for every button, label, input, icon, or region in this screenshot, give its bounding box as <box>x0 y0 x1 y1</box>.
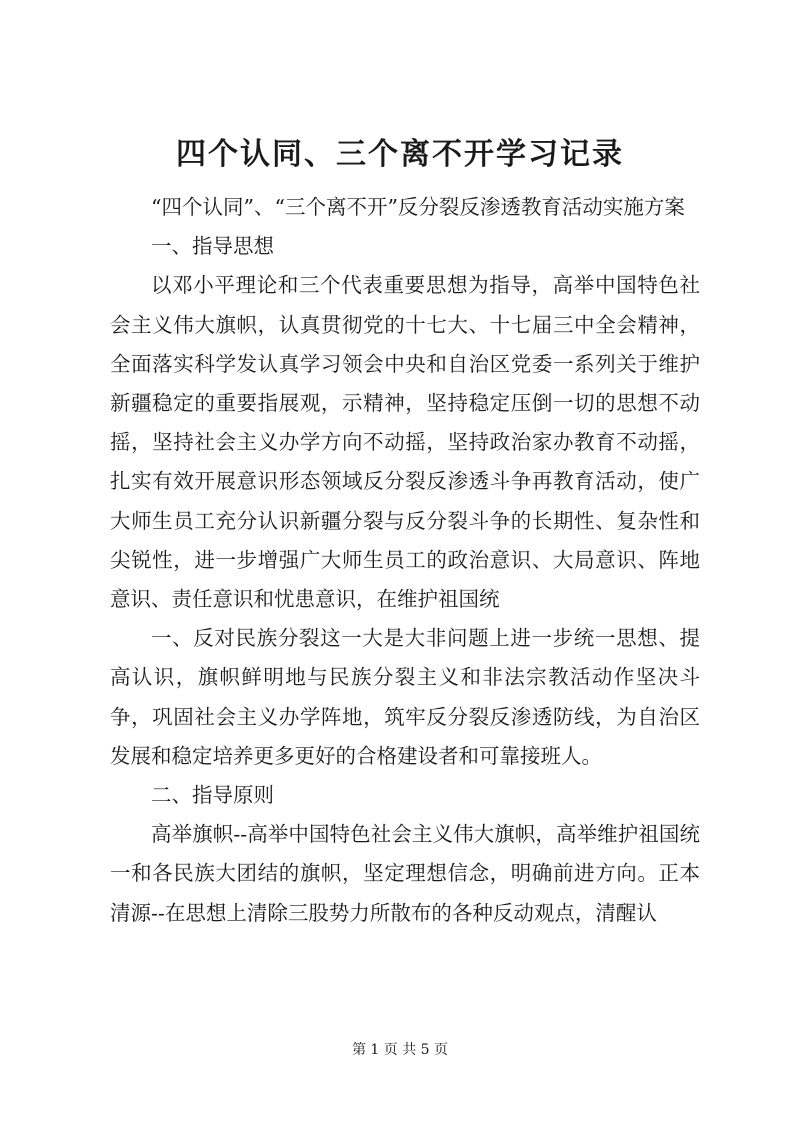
paragraph-subtitle: “四个认同”、“三个离不开”反分裂反渗透教育活动实施方案 <box>151 195 685 219</box>
paragraph-guiding-thought: 以邓小平理论和三个代表重要思想为指导，高举中国特色社会主义伟大旗帜，认真贯彻党的十七大、十七届三中全会精神，全面落实科学发认真学习领会中央和自治区党委一系列关于维护新疆稳定的重要指展观，示精神，坚持稳定压倒一切的思想不动摇，坚持社会主义办学方向不动摇，坚持政治家办教育不动摇，扎实有效开展意识形态领域反分裂反渗透斗争再教育活动，使广大师生员工充分认识新疆分裂与反分裂斗争的长期性、复杂性和尖锐性，进一步增强广大师生员工的政治意识、大局意识、阵地意识、责任意识和忧患意识，在维护祖国统 <box>110 273 700 612</box>
page-number-footer: 第 1 页 共 5 页 <box>351 1042 449 1058</box>
document-title: 四个认同、三个离不开学习记录 <box>176 137 624 172</box>
paragraph-oppose-separatism: 一、反对民族分裂这一大是大非问题上进一步统一思想、提高认识，旗帜鲜明地与民族分裂主义和非法宗教活动作坚决斗争，巩固社会主义办学阵地，筑牢反分裂反渗透防线，为自治区发展和稳定培养更多更好的合格建设者和可靠接班人。 <box>110 626 700 768</box>
paragraph-heading-guiding-thought: 一、指导思想 <box>151 234 274 259</box>
paragraph-heading-guiding-principles: 二、指导原则 <box>151 783 274 808</box>
paragraph-guiding-principles: 高举旗帜--高举中国特色社会主义伟大旗帜，高举维护祖国统一和各民族大团结的旗帜，坚定理想信念，明确前进方向。正本清源--在思想上清除三股势力所散布的各种反动观点，清醒认 <box>110 822 700 925</box>
document-body <box>110 188 700 933</box>
